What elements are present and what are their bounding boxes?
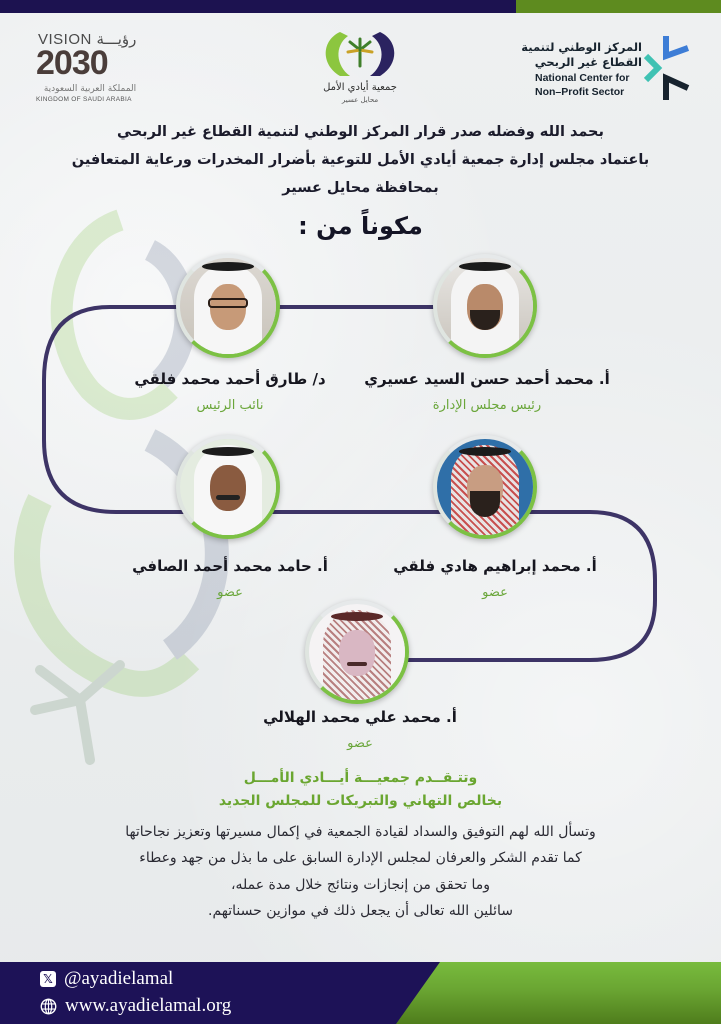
member-role-3: عضو (482, 585, 508, 600)
x-icon: 𝕏 (40, 971, 56, 987)
member-role-5: عضو (347, 736, 373, 751)
header-line-3: بمحافظة محايل عسير (282, 180, 439, 196)
closing-tagline-1: وتتـقــدم جمعيـــة أيـــادي الأمـــل (243, 770, 478, 786)
member-photo-3 (433, 435, 537, 539)
member-name-5: أ. محمد علي محمد الهلالي (263, 708, 457, 726)
member-photo-2 (176, 254, 280, 358)
globe-icon (40, 998, 57, 1015)
vision-title: VISION رؤيـــة (38, 31, 137, 48)
member-name-3: أ. محمد إبراهيم هادي فلقي (393, 557, 597, 575)
website-link[interactable] (40, 995, 231, 1017)
composed-of-heading: مكوناً من : (298, 212, 423, 240)
mustache-shape (216, 495, 240, 500)
member-name-1: أ. محمد أحمد حسن السيد عسيري (364, 370, 610, 388)
vision-english-caption: KINGDOM OF SAUDI ARABIA (36, 96, 132, 103)
ncnp-arabic-line1: المركز الوطني لتنمية (521, 40, 642, 54)
ayadi-sub: محايل عسير (341, 96, 379, 104)
website-url[interactable]: www.ayadielamal.org (65, 995, 232, 1016)
member-role-2: نائب الرئيس (196, 398, 264, 413)
mustache-shape (347, 662, 367, 666)
header-line-2: باعتماد مجلس إدارة جمعية أيادي الأمل للتوعية بأضرار المخدرات ورعاية المتعافين (71, 152, 650, 168)
ncnp-arabic-line2: القطاع غير الربحي (534, 55, 642, 69)
closing-paragraph-line-2: كما تقدم الشكر والعرفان لمجلس الإدارة السابق على ما بذل من جهد وعطاء (139, 850, 582, 866)
ncnp-english-line2: Non–Profit Sector (535, 86, 625, 98)
twitter-link[interactable] (40, 968, 173, 990)
vision-arabic-caption: المملكة العربية السعودية (43, 84, 137, 94)
member-photo-5 (305, 600, 409, 704)
member-photo-4 (176, 435, 280, 539)
member-role-4: عضو (217, 585, 243, 600)
closing-paragraph-line-3: وما تحقق من إنجازات ونتائج خلال مدة عمله، (231, 877, 490, 893)
member-photo-1 (433, 254, 537, 358)
member-role-1: رئيس مجلس الإدارة (432, 398, 542, 413)
vision-year: 2030 (36, 44, 108, 82)
closing-paragraph-line-4: سائلين الله تعالى أن يجعل ذلك في موازين حسناتهم. (208, 903, 513, 919)
twitter-handle[interactable]: @ayadielamal (64, 968, 174, 989)
closing-tagline-2: بخالص التهاني والتبريكات للمجلس الجديد (218, 793, 503, 809)
glasses-shape (208, 298, 248, 308)
ayadi-name: جمعية أيادي الأمل (323, 82, 397, 93)
footer (0, 962, 721, 1024)
closing-paragraph-line-1: وتسأل الله لهم التوفيق والسداد لقيادة الجمعية في إكمال مسيرتها وتعزيز نجاحاتها (125, 824, 596, 840)
header-line-1: بحمد الله وفضله صدر قرار المركز الوطني لتنمية القطاع غير الربحي (117, 124, 604, 140)
member-name-2: د/ طارق أحمد محمد فلقي (134, 370, 326, 388)
ncnp-english-line1: National Center for (535, 72, 630, 84)
member-name-4: أ. حامد محمد أحمد الصافي (132, 557, 328, 575)
